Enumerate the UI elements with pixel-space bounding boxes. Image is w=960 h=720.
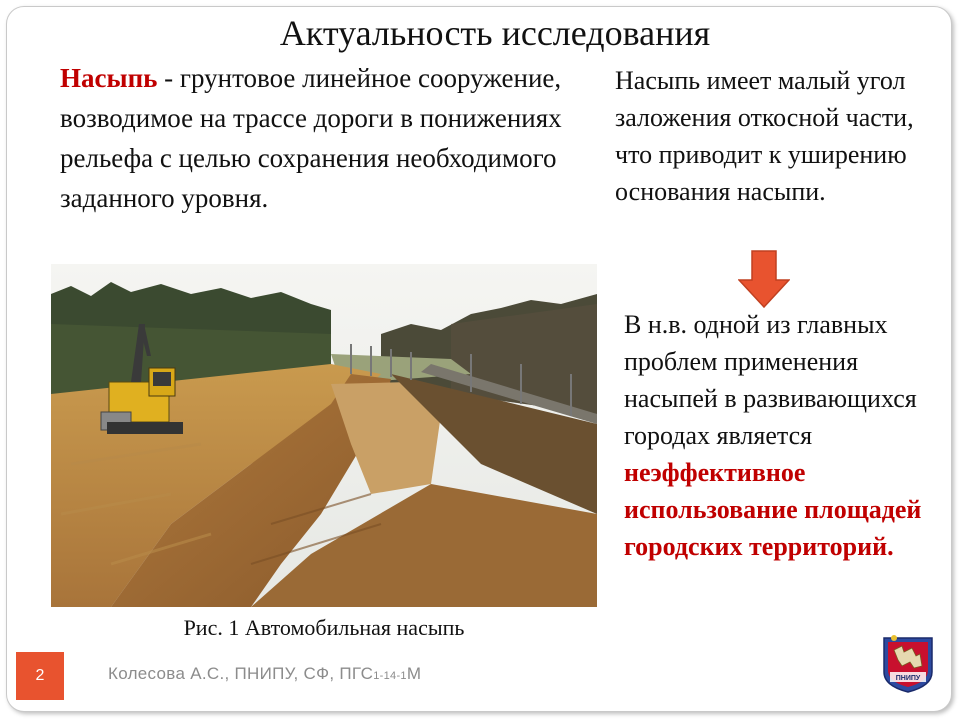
footer-group-code: 1-14-1 [373, 670, 407, 682]
slope-description: Насыпь имеет малый угол заложения откосной части, что приводит к уширению основания насыпи. [615, 66, 914, 206]
definition-text [60, 58, 600, 218]
definition-term: Насыпь [60, 63, 158, 93]
slide-number: 2 [16, 652, 64, 700]
embankment-photo [51, 264, 597, 607]
footer-author [108, 664, 421, 684]
footer-suffix: М [406, 664, 422, 683]
problem-body: В н.в. одной из главных проблем применения насыпей в развивающихся городах является [624, 310, 917, 450]
figure-caption: Рис. 1 Автомобильная насыпь [183, 615, 465, 640]
slide-title: Актуальность исследования [279, 13, 711, 53]
definition-body: - грунтовое линейное сооружение, возводимое на трассе дороги в понижениях рельефа с целью сохранения необходимого заданного уровня. [60, 63, 562, 213]
problem-text [624, 306, 944, 565]
problem-accent: неэффективное использование площадей городских территорий. [624, 458, 922, 561]
footer-author-text: Колесова А.С., ПНИПУ, СФ, ПГС [108, 664, 374, 683]
university-logo-icon [880, 632, 936, 694]
down-arrow-icon [738, 250, 790, 308]
svg-text:ПНИПУ: ПНИПУ [895, 675, 921, 682]
